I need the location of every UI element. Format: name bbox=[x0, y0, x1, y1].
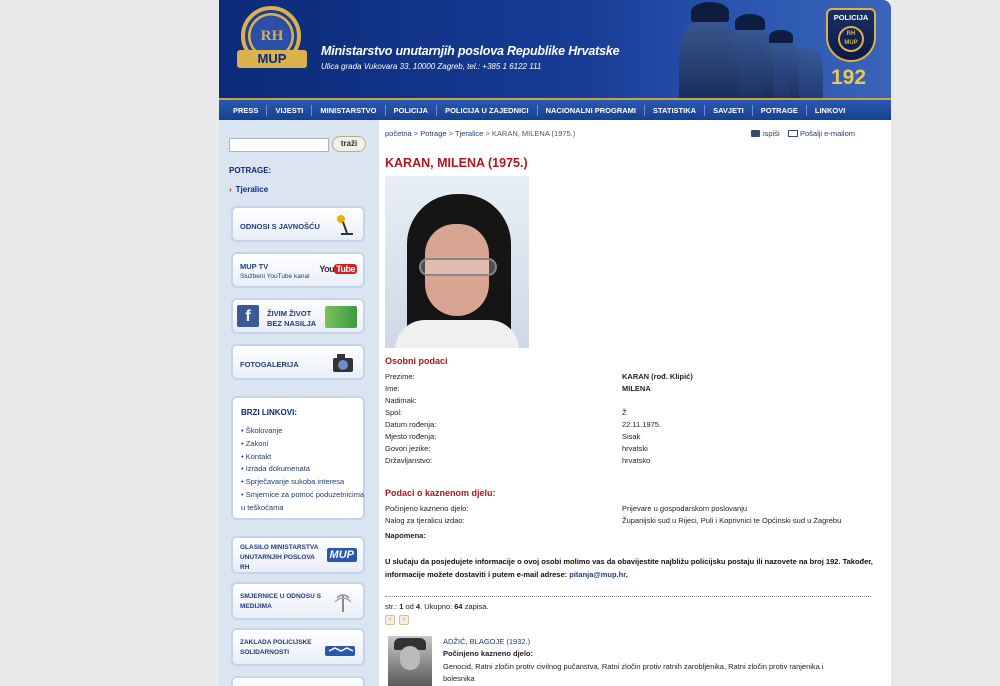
brzi-link-izrada[interactable]: • Izrada dokumenata bbox=[241, 463, 367, 476]
page bbox=[219, 0, 891, 686]
next-page-button[interactable]: › bbox=[399, 615, 409, 625]
breadcrumb-separator: > bbox=[448, 129, 454, 138]
row-label: Spol: bbox=[385, 408, 403, 417]
brzi-heading: BRZI LINKOVI: bbox=[241, 408, 297, 417]
zivim-label: ŽIVIM ŽIVOT BEZ NASILJA bbox=[267, 309, 317, 328]
nav-savjeti[interactable]: SAVJETI bbox=[705, 105, 753, 116]
badge-label: POLICIJA bbox=[833, 13, 869, 22]
pager-page: 1 bbox=[399, 602, 404, 611]
brzi-link-zakoni[interactable]: • Zakoni bbox=[241, 438, 367, 451]
pager-prefix: str.: bbox=[385, 602, 398, 611]
crime-row bbox=[385, 516, 891, 528]
zaklada-box[interactable] bbox=[231, 628, 365, 666]
glasilo-box[interactable] bbox=[231, 536, 365, 574]
nav-ministarstvo[interactable]: MINISTARSTVO bbox=[312, 105, 385, 116]
nav-press[interactable]: PRESS bbox=[225, 105, 267, 116]
breadcrumb-separator: > bbox=[485, 129, 490, 138]
breadcrumb-current: KARAN, MILENA (1975.) bbox=[491, 129, 576, 138]
site-header bbox=[219, 0, 891, 98]
tjeralice-label: Tjeralice bbox=[235, 185, 269, 194]
row-label: Počinjeno kazneno djelo: bbox=[385, 504, 469, 513]
row-value: MILENA bbox=[622, 384, 651, 393]
row-value: hrvatski bbox=[622, 444, 648, 453]
row-label: Mjesto rođenja: bbox=[385, 432, 437, 441]
brzi-link-skolovanje[interactable]: • Školovanje bbox=[241, 425, 367, 438]
main-content bbox=[385, 120, 891, 686]
sidebar-item-tjeralice[interactable] bbox=[229, 185, 268, 194]
row-value: 22.11.1975. bbox=[622, 420, 662, 429]
breadcrumb-potrage[interactable]: Potrage bbox=[420, 129, 447, 138]
personal-row bbox=[385, 408, 891, 420]
notice-text bbox=[385, 555, 875, 581]
mup-logo[interactable] bbox=[233, 6, 311, 78]
nav-statistika[interactable]: STATISTIKA bbox=[645, 105, 705, 116]
pager-total-pages: 4 bbox=[415, 602, 421, 611]
row-value: KARAN (rođ. Klipić) bbox=[622, 372, 693, 381]
row-label: Ime: bbox=[385, 384, 400, 393]
row-value: Ž bbox=[622, 408, 627, 417]
row-label: Nadimak: bbox=[385, 396, 417, 405]
print-label: ispiši bbox=[763, 129, 780, 138]
emergency-number: 192 bbox=[831, 66, 867, 89]
related-person-photo[interactable] bbox=[388, 636, 432, 686]
personal-data-heading: Osobni podaci bbox=[385, 356, 448, 366]
notice-end: . bbox=[625, 570, 628, 579]
pager-info bbox=[385, 602, 488, 611]
search-input[interactable] bbox=[229, 138, 329, 152]
logo-mup-text: MUP bbox=[237, 50, 307, 68]
microphone-icon bbox=[331, 214, 355, 236]
person-title: KARAN, MILENA (1975.) bbox=[385, 156, 528, 170]
crime-data-heading: Podaci o kaznenom djelu: bbox=[385, 488, 496, 498]
logo-rh-text: RH bbox=[260, 28, 284, 44]
badge-emblem: RH MUP bbox=[838, 26, 864, 52]
brzi-linkovi-box bbox=[231, 396, 365, 520]
odnosi-s-javnoscu-box[interactable] bbox=[231, 206, 365, 242]
police-officers-photo bbox=[679, 0, 829, 98]
sidebar bbox=[219, 120, 379, 686]
row-label: Prezime: bbox=[385, 372, 415, 381]
crime-row bbox=[385, 504, 891, 516]
related-crime-label: Počinjeno kazneno djelo: bbox=[443, 649, 534, 658]
pager-total-label: . Ukupno: bbox=[420, 602, 453, 611]
notice-body: U slučaju da posjedujete informacije o ovoj osobi molimo vas da obavijestite najbližu policijsku postaju ili nazovete na broj 192. Također, informacije možete dostaviti i putem e-mail adrese: bbox=[385, 557, 873, 579]
envelope-icon bbox=[788, 130, 798, 137]
nav-linkovi[interactable]: LINKOVI bbox=[814, 105, 846, 115]
search-button[interactable]: traži bbox=[332, 136, 366, 152]
campaign-image bbox=[325, 306, 357, 328]
print-link[interactable] bbox=[751, 129, 780, 138]
glasilo-logo: MUP bbox=[327, 548, 357, 562]
related-person-name[interactable]: ADŽIĆ, BLAGOJE (1932.) bbox=[443, 637, 531, 646]
personal-row bbox=[385, 432, 891, 444]
nav-policija-u-zajednici[interactable]: POLICIJA U ZAJEDNICI bbox=[437, 105, 537, 116]
zaklada-label: ZAKLADA POLICIJSKE SOLIDARNOSTI bbox=[240, 639, 312, 656]
pager-total-records: 64 bbox=[454, 602, 463, 611]
brzi-link-kontakt[interactable]: • Kontakt bbox=[241, 451, 367, 464]
nav-nacionalni-programi[interactable]: NACIONALNI PROGRAMI bbox=[538, 105, 645, 116]
row-label: Datum rođenja: bbox=[385, 420, 437, 429]
glasilo-label: GLASILO MINISTARSTVA UNUTARNJIH POSLOVA RH bbox=[240, 544, 319, 571]
personal-row bbox=[385, 456, 891, 468]
nav-potrage[interactable]: POTRAGE bbox=[753, 105, 807, 116]
pager-suffix: zapisa. bbox=[464, 602, 489, 611]
mup-tv-sub: Službeni YouTube kanal bbox=[240, 273, 310, 280]
nav-vijesti[interactable]: VIJESTI bbox=[267, 105, 312, 116]
row-label: Govori jezike: bbox=[385, 444, 431, 453]
personal-row bbox=[385, 396, 891, 408]
breadcrumb-tjeralice[interactable]: Tjeralice bbox=[455, 129, 484, 138]
prev-page-button[interactable]: ‹ bbox=[385, 615, 395, 625]
breadcrumb-home[interactable]: početna bbox=[385, 129, 412, 138]
antenna-icon bbox=[331, 592, 355, 614]
personal-row bbox=[385, 372, 891, 384]
printer-icon bbox=[751, 130, 760, 137]
smjernice-label: SMJERNICE U ODNOSU S MEDIJIMA bbox=[240, 593, 321, 610]
row-label: Državljanstvo: bbox=[385, 456, 433, 465]
potrage-heading: POTRAGE: bbox=[229, 166, 272, 175]
row-label: Nalog za tjeralicu izdao: bbox=[385, 516, 465, 525]
row-value: Županijski sud u Rijeci, Puli i Koprivnici te Općinski sud u Zagrebu bbox=[622, 516, 842, 525]
brzi-link-sukob[interactable]: • Sprječavanje sukoba interesa bbox=[241, 476, 367, 489]
personal-row bbox=[385, 384, 891, 396]
nav-policija[interactable]: POLICIJA bbox=[386, 105, 438, 116]
odnosi-label: ODNOSI S JAVNOŠĆU bbox=[240, 222, 320, 231]
pager-of: od bbox=[405, 602, 414, 611]
personal-row bbox=[385, 420, 891, 432]
more-box[interactable] bbox=[231, 676, 365, 686]
email-label: Pošalji e-mailom bbox=[800, 129, 856, 138]
ministry-address: Ulica grada Vukovara 33, 10000 Zagreb, tel.: +385 1 6122 111 bbox=[321, 62, 542, 71]
ministry-title: Ministarstvo unutarnjih poslova Republike Hrvatske bbox=[321, 44, 620, 58]
row-value: Prijevare u gospodarskom poslovanju bbox=[622, 504, 748, 513]
smjernice-box[interactable] bbox=[231, 582, 365, 620]
person-photo bbox=[385, 176, 529, 348]
email-link[interactable] bbox=[788, 129, 855, 138]
related-crimes: Genocid, Ratni zločin protiv civilnog pučanstva, Ratni zločin protiv ratnih zarobljenika, Ratni zločin protiv ranjenika i bolesnika bbox=[443, 662, 824, 683]
notice-email-link[interactable]: pitanja@mup.hr bbox=[569, 570, 626, 579]
divider bbox=[385, 596, 871, 597]
main-nav bbox=[219, 98, 891, 120]
row-value: hrvatsko bbox=[622, 456, 651, 465]
fotogalerija-box[interactable] bbox=[231, 344, 365, 380]
youtube-icon: You Tube bbox=[319, 264, 355, 274]
napomena-label: Napomena: bbox=[385, 531, 426, 540]
personal-row bbox=[385, 444, 891, 456]
breadcrumb-separator: > bbox=[413, 129, 419, 138]
breadcrumb bbox=[385, 129, 575, 138]
arrow-icon: › bbox=[229, 185, 232, 194]
police-badge bbox=[826, 8, 876, 62]
mup-tv-label: MUP TV bbox=[240, 262, 269, 271]
camera-icon bbox=[331, 352, 355, 374]
zivim-zivot-box[interactable] bbox=[231, 298, 365, 334]
mup-tv-box[interactable] bbox=[231, 252, 365, 288]
row-value: Sisak bbox=[622, 432, 641, 441]
brzi-link-smjernice[interactable]: • Smjernice za pomoć poduzetnicima u teškoćama bbox=[241, 489, 367, 515]
facebook-icon: f bbox=[237, 305, 259, 327]
foto-label: FOTOGALERIJA bbox=[240, 360, 299, 369]
zaklada-logo-icon bbox=[325, 640, 355, 662]
brzi-links-list bbox=[241, 425, 367, 515]
